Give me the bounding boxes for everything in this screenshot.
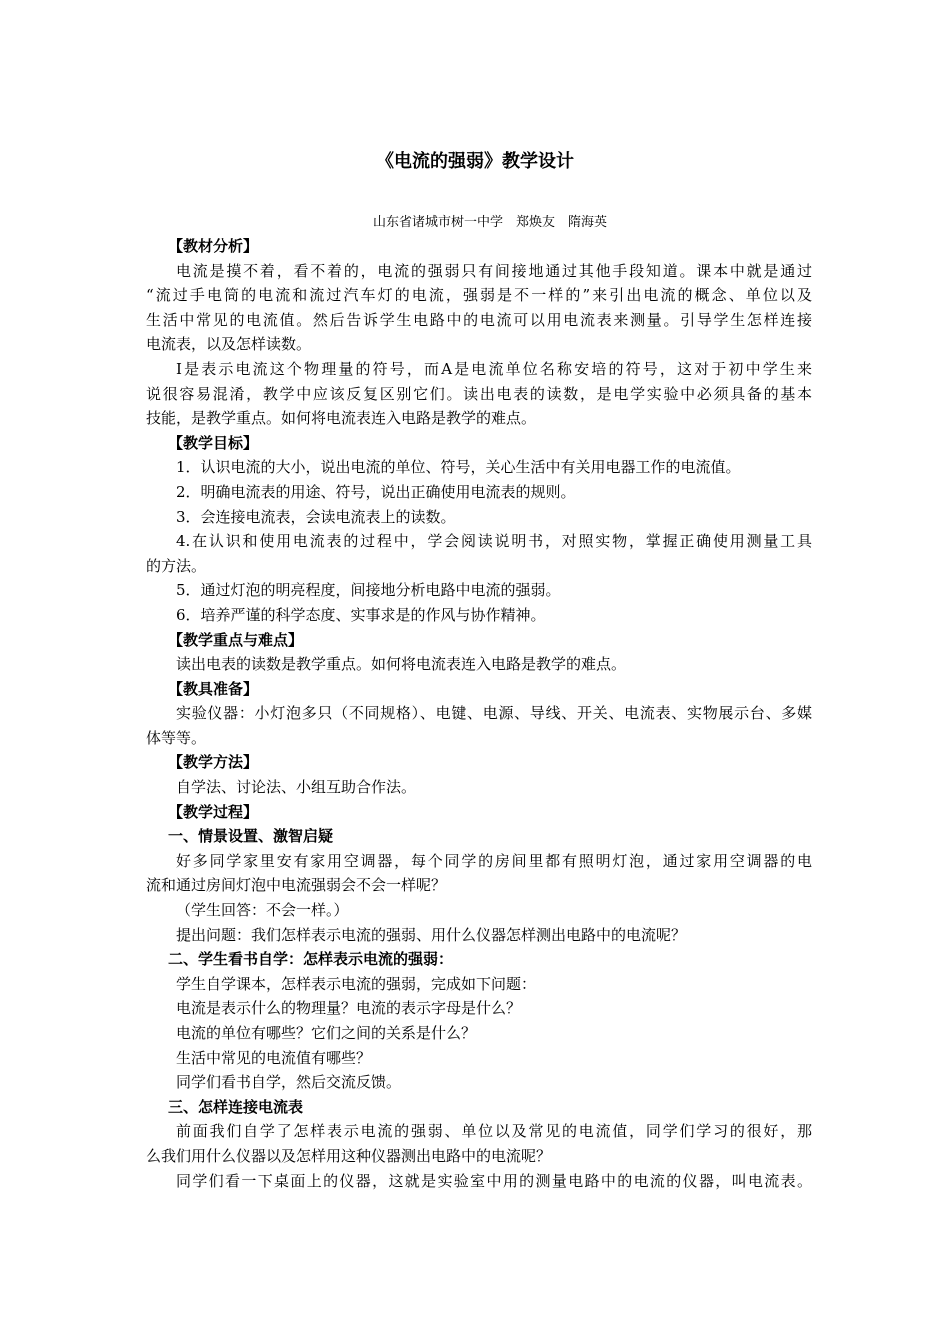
- paragraph-line: 5．通过灯泡的明亮程度，间接地分析电路中电流的强弱。: [176, 581, 561, 600]
- paragraph-line: “流过手电筒的电流和流过汽车灯的电流，强弱是不一样的”来引出电流的概念、单位以及: [146, 286, 812, 305]
- paragraph-line: 好多同学家里安有家用空调器，每个同学的房间里都有照明灯泡，通过家用空调器的电: [176, 851, 812, 870]
- paragraph-line: 流和通过房间灯泡中电流强弱会不会一样呢？: [146, 876, 447, 895]
- paragraph-line: 2．明确电流表的用途、符号，说出正确使用电流表的规则。: [176, 482, 576, 501]
- paragraph-line: 6．培养严谨的科学态度、实事求是的作风与协作精神。: [176, 605, 546, 624]
- section-heading: 【教具准备】: [168, 679, 259, 698]
- paragraph-line: 学生自学课本，怎样表示电流的强弱，完成如下问题：: [176, 974, 537, 993]
- author-line: 山东省诸城市树一中学 郑焕友 隋海英: [372, 215, 607, 230]
- subsection-heading: 一、情景设置、激智启疑: [168, 827, 334, 846]
- paragraph-line: 4.在认识和使用电流表的过程中，学会阅读说明书，对照实物，掌握正确使用测量工具: [176, 532, 812, 551]
- section-heading: 【教学方法】: [168, 753, 259, 772]
- paragraph-line: 体等等。: [146, 728, 207, 747]
- paragraph-line: 1．认识电流的大小，说出电流的单位、符号，关心生活中有关用电器工作的电流值。: [176, 458, 741, 477]
- paragraph-line: 的方法。: [146, 556, 207, 575]
- paragraph-line: 生活中常见的电流值。然后告诉学生电路中的电流可以用电流表来测量。引导学生怎样连接: [146, 310, 812, 329]
- paragraph-line: 说很容易混淆，教学中应该反复区别它们。读出电表的读数，是电学实验中必须具备的基本: [146, 384, 812, 403]
- paragraph-line: 同学们看书自学，然后交流反馈。: [176, 1073, 402, 1092]
- paragraph-line: 提出问题：我们怎样表示电流的强弱、用什么仪器怎样测出电路中的电流呢？: [176, 925, 687, 944]
- document-body: [146, 234, 812, 1193]
- paragraph-line: 电流是表示什么的物理量？电流的表示字母是什么？: [176, 999, 522, 1018]
- paragraph-line: 电流表，以及怎样读数。: [146, 335, 312, 354]
- subsection-heading: 三、怎样连接电流表: [168, 1097, 304, 1116]
- section-heading: 【教学目标】: [168, 433, 259, 452]
- paragraph-line: I是表示电流这个物理量的符号，而A是电流单位名称安培的符号，这对于初中学生来: [176, 359, 812, 378]
- section-heading: 【教学过程】: [168, 802, 259, 821]
- paragraph-line: 生活中常见的电流值有哪些？: [176, 1048, 372, 1067]
- paragraph-line: （学生回答：不会一样。）: [176, 901, 349, 920]
- paragraph-line: 读出电表的读数是教学重点。如何将电流表连入电路是教学的难点。: [176, 655, 627, 674]
- section-heading: 【教学重点与难点】: [168, 630, 304, 649]
- paragraph-line: 电流的单位有哪些？它们之间的关系是什么？: [176, 1024, 477, 1042]
- paragraph-line: 自学法、讨论法、小组互助合作法。: [176, 778, 417, 797]
- paragraph-line: 实验仪器：小灯泡多只（不同规格）、电键、电源、导线、开关、电流表、实物展示台、多媒: [176, 704, 812, 723]
- paragraph-line: 电流是摸不着，看不着的，电流的强弱只有间接地通过其他手段知道。课本中就是通过: [176, 261, 812, 280]
- section-heading: 【教材分析】: [168, 237, 259, 255]
- paragraph-line: 技能，是教学重点。如何将电流表连入电路是教学的难点。: [146, 409, 537, 428]
- paragraph-line: 3．会连接电流表，会读电流表上的读数。: [176, 507, 456, 526]
- paragraph-line: 么我们用什么仪器以及怎样用这种仪器测出电路中的电流呢？: [146, 1146, 552, 1165]
- paragraph-line: 前面我们自学了怎样表示电流的强弱、单位以及常见的电流值，同学们学习的很好，那: [176, 1122, 812, 1141]
- subsection-heading: 二、学生看书自学：怎样表示电流的强弱：: [168, 950, 454, 969]
- document-title: 《电流的强弱》教学设计: [376, 151, 574, 172]
- paragraph-line: 同学们看一下桌面上的仪器，这就是实验室中用的测量电路中的电流的仪器，叫电流表。: [176, 1171, 812, 1190]
